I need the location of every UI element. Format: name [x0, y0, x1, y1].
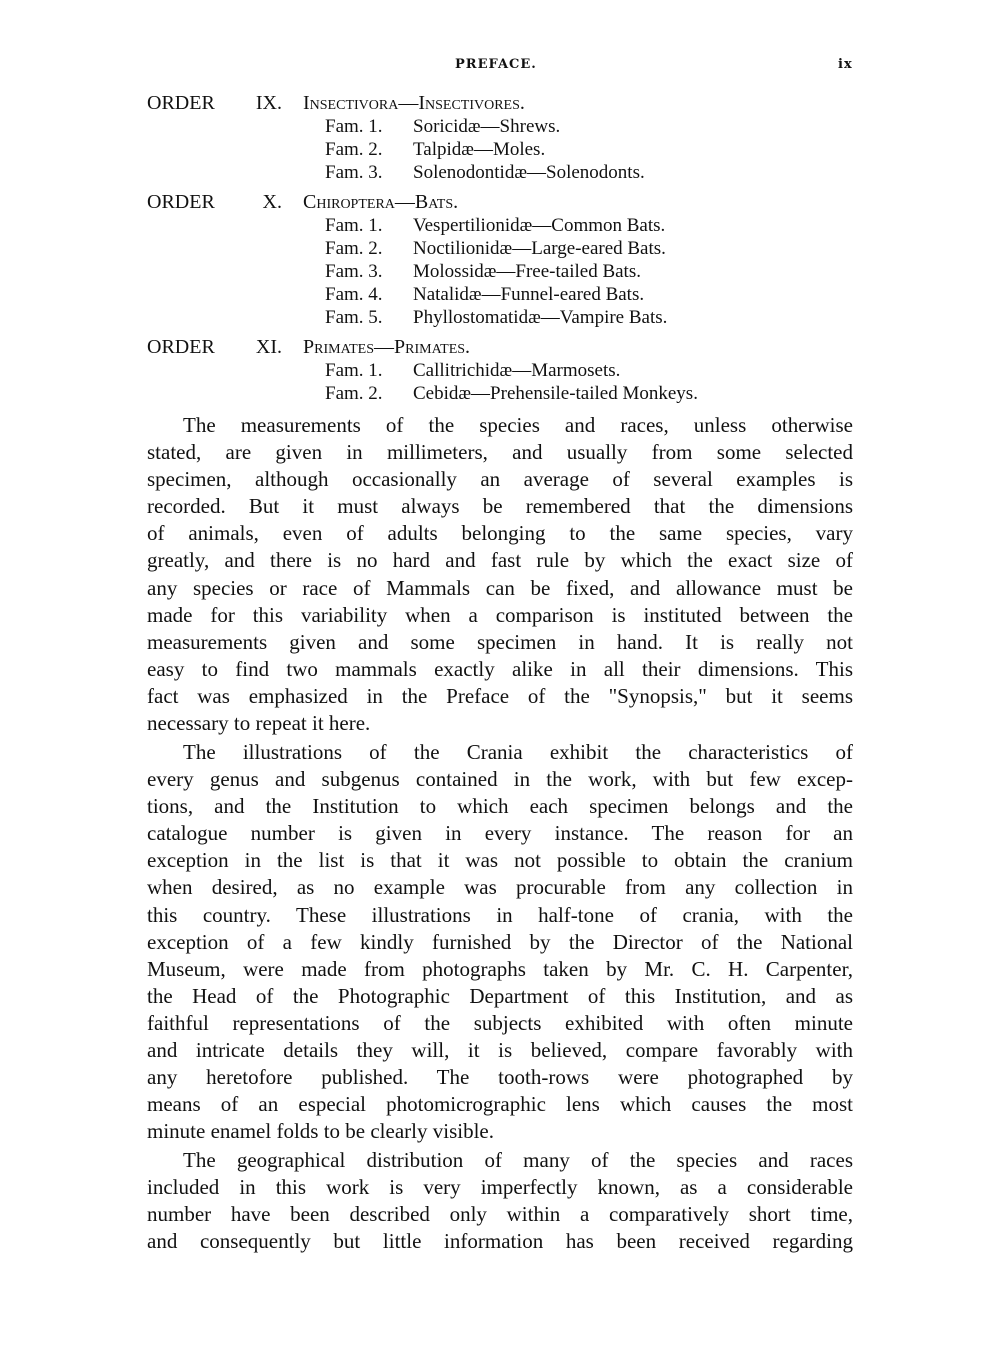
order-label: ORDER	[147, 336, 215, 358]
family-entry	[325, 115, 560, 138]
family-number: Fam. 1.	[325, 116, 383, 137]
text-line: any heretofore published. The tooth-rows were photographed by	[147, 1065, 853, 1090]
text-line: specimen, although occasionally an average of several examples is	[147, 467, 853, 492]
order-name: Chiroptera—Bats.	[303, 191, 459, 213]
order-name: Primates—Primates.	[303, 336, 471, 358]
family-name: Talpidæ—Moles.	[413, 139, 546, 160]
text-line: the Head of the Photographic Department of this Institution, and as	[147, 983, 853, 1008]
family-number: Fam. 1.	[325, 360, 383, 381]
text-line: and intricate details they will, it is believed, compare favorably with	[147, 1038, 853, 1063]
paragraph	[147, 739, 853, 1145]
text-line: minute enamel folds to be clearly visible.	[147, 1119, 494, 1144]
family-name: Cebidæ—Prehensile-tailed Monkeys.	[413, 383, 698, 404]
text-line: catalogue number is given in every instance. The reason for an	[147, 821, 853, 846]
family-entry	[325, 161, 645, 184]
order-numeral: IX.	[255, 92, 282, 114]
text-line: greatly, and there is no hard and fast rule by which the exact size of	[147, 548, 853, 573]
family-number: Fam. 3.	[325, 162, 383, 183]
text-line: recorded. But it must always be remembered that the dimensions	[147, 494, 853, 519]
family-entry	[325, 283, 644, 306]
family-name: Solenodontidæ—Solenodonts.	[413, 162, 645, 183]
family-name: Callitrichidæ—Marmosets.	[413, 360, 621, 381]
order-name: Insectivora—Insectivores.	[303, 92, 525, 114]
family-name: Noctilionidæ—Large-eared Bats.	[413, 238, 666, 259]
family-entry	[325, 138, 545, 161]
family-entry	[325, 306, 667, 329]
text-line: measurements given and some specimen in hand. It is really not	[147, 629, 853, 654]
text-line: The illustrations of the Crania exhibit the characteristics of	[183, 740, 853, 764]
text-line: The geographical distribution of many of the species and races	[183, 1148, 853, 1172]
running-header: PREFACE.	[455, 57, 537, 72]
family-name: Soricidæ—Shrews.	[413, 116, 561, 137]
text-line: any species or race of Mammals can be fixed, and allowance must be	[147, 575, 853, 600]
family-entry	[325, 359, 620, 382]
page-number: ix	[838, 57, 853, 72]
paragraph	[147, 412, 853, 737]
family-number: Fam. 3.	[325, 261, 383, 282]
text-line: made for this variability when a comparison is instituted between the	[147, 602, 853, 627]
family-name: Vespertilionidæ—Common Bats.	[413, 215, 666, 236]
family-name: Molossidæ—Free-tailed Bats.	[413, 261, 641, 282]
order-label: ORDER	[147, 92, 215, 114]
text-line: stated, are given in millimeters, and usually from some selected	[147, 440, 853, 465]
text-line: of animals, even of adults belonging to the same species, vary	[147, 521, 853, 546]
text-line: when desired, as no example was procurable from any collection in	[147, 875, 853, 900]
order-numeral: XI.	[255, 336, 282, 358]
text-line: necessary to repeat it here.	[147, 711, 371, 736]
family-entry	[325, 214, 665, 237]
text-line: means of an especial photomicrographic lens which causes the most	[147, 1092, 853, 1117]
family-name: Natalidæ—Funnel-eared Bats.	[413, 284, 645, 305]
family-number: Fam. 2.	[325, 383, 383, 404]
family-entry	[325, 237, 666, 260]
order-label: ORDER	[147, 191, 215, 213]
family-number: Fam. 4.	[325, 284, 383, 305]
family-entry	[325, 260, 641, 283]
text-line: tions, and the Institution to which each specimen belongs and the	[147, 794, 853, 819]
family-name: Phyllostomatidæ—Vampire Bats.	[413, 307, 668, 328]
text-line: exception in the list is that it was not possible to obtain the cranium	[147, 848, 853, 873]
text-line: easy to find two mammals exactly alike in all their dimensions. This	[147, 656, 853, 681]
text-line: every genus and subgenus contained in the work, with but few excep-	[147, 767, 853, 792]
order-numeral: X.	[262, 191, 282, 213]
text-line: included in this work is very imperfectly known, as a considerable	[147, 1175, 853, 1200]
family-number: Fam. 1.	[325, 215, 383, 236]
text-line: number have been described only within a comparatively short time,	[147, 1202, 853, 1227]
family-number: Fam. 5.	[325, 307, 383, 328]
family-entry	[325, 382, 698, 405]
text-line: faithful representations of the subjects exhibited with often minute	[147, 1010, 853, 1035]
text-line: The measurements of the species and races, unless otherwise	[183, 413, 853, 437]
paragraph	[147, 1147, 853, 1255]
text-line: fact was emphasized in the Preface of the "Synopsis," but it seems	[147, 683, 853, 708]
family-number: Fam. 2.	[325, 238, 383, 259]
text-line: Museum, were made from photographs taken by Mr. C. H. Carpenter,	[147, 956, 853, 981]
text-line: this country. These illustrations in half-tone of crania, with the	[147, 902, 853, 927]
text-line: exception of a few kindly furnished by the Director of the National	[147, 929, 853, 954]
family-number: Fam. 2.	[325, 139, 383, 160]
text-line: and consequently but little information has been received regarding	[147, 1229, 853, 1254]
